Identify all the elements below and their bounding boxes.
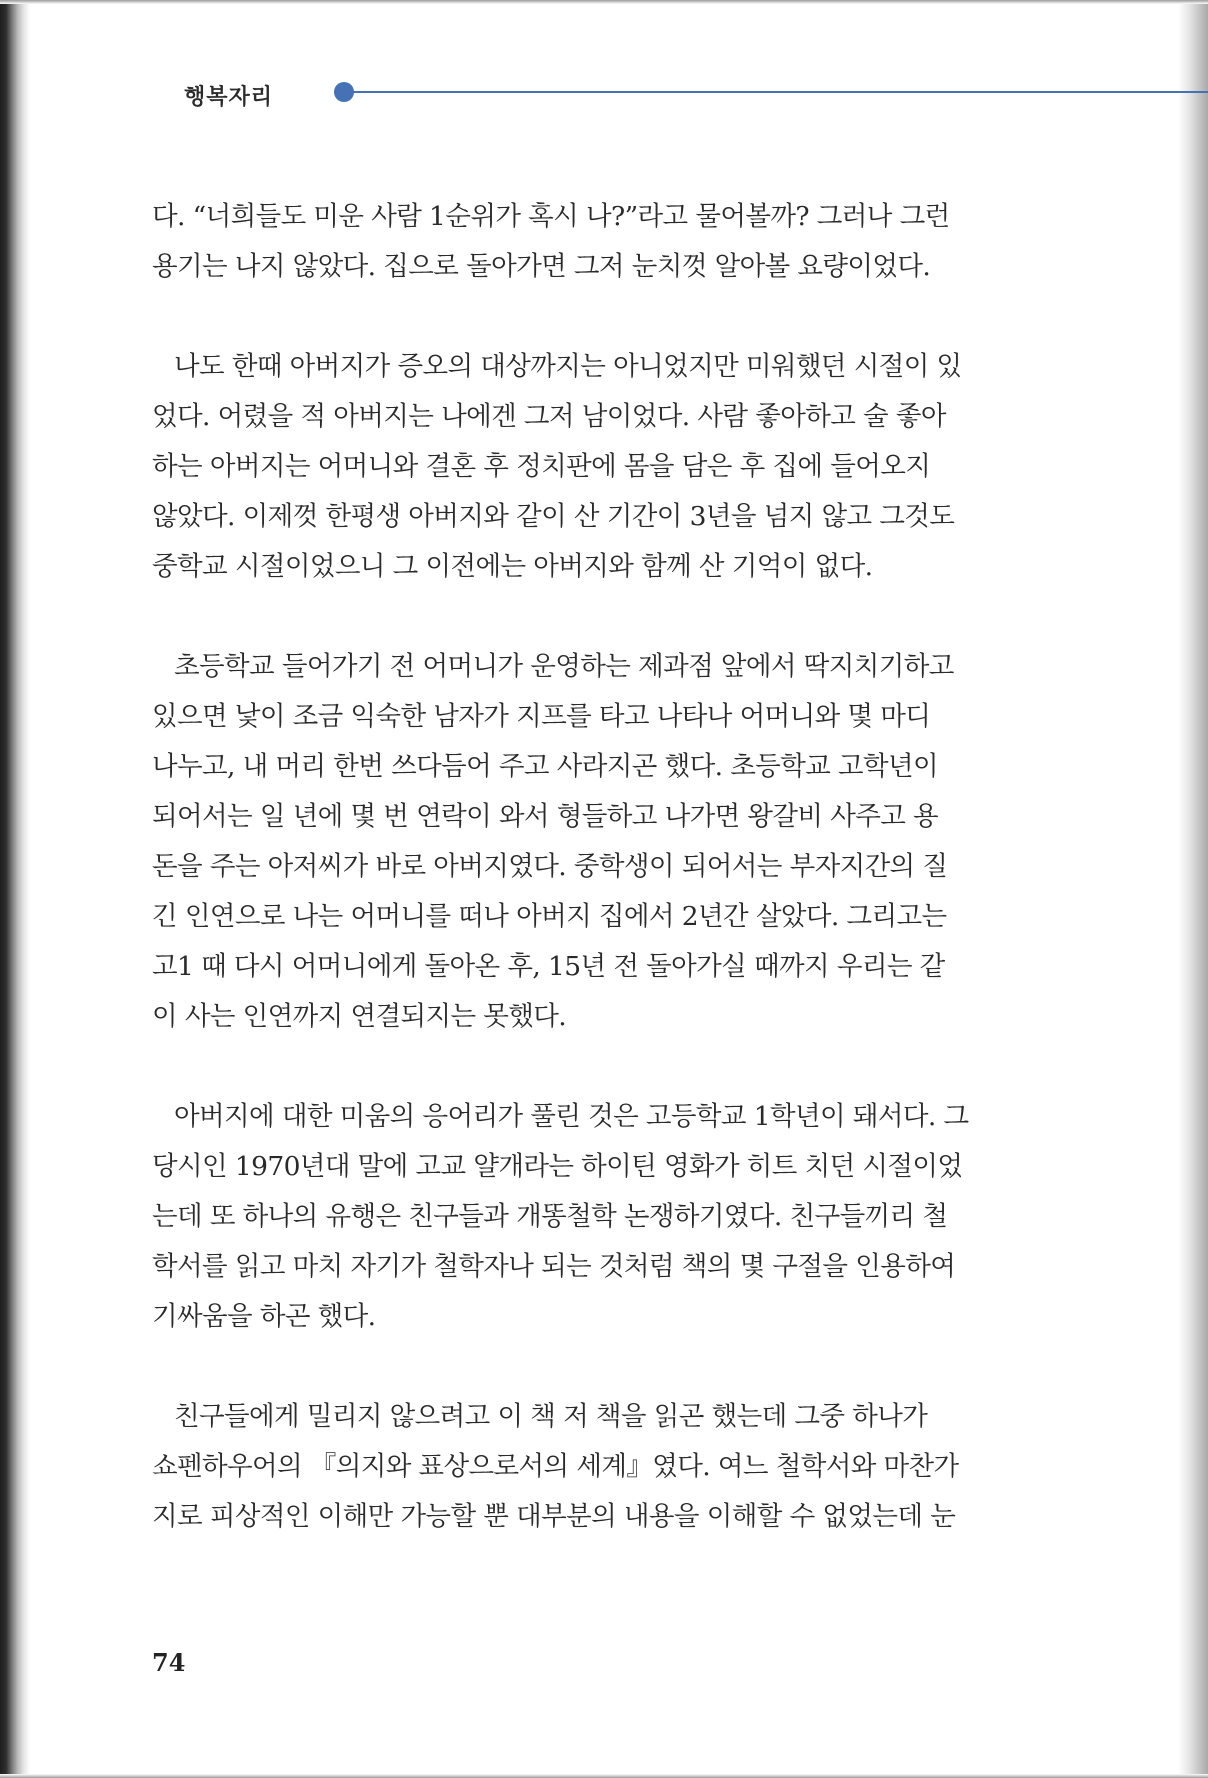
text-line: 않았다. 이제껏 한평생 아버지와 같이 산 기간이 3년을 넘지 않고 그것도 [152, 501, 955, 532]
text-line: 었다. 어렸을 적 아버지는 나에겐 그저 남이었다. 사람 좋아하고 술 좋아 [152, 401, 946, 432]
text-line: 학서를 읽고 마치 자기가 철학자나 되는 것처럼 책의 몇 구절을 인용하여 [152, 1251, 956, 1282]
page-curl-shadow [1178, 0, 1208, 1778]
paragraph-gap [152, 592, 1022, 642]
text-line: 용기는 나지 않았다. 집으로 돌아가면 그저 눈치껏 알아볼 요량이었다. [152, 251, 931, 282]
text-line: 중학교 시절이었으니 그 이전에는 아버지와 함께 산 기억이 없다. [152, 551, 873, 582]
text-line: 하는 아버지는 어머니와 결혼 후 정치판에 몸을 담은 후 집에 들어오지 [152, 451, 931, 482]
text-line: 긴 인연으로 나는 어머니를 떠나 아버지 집에서 2년간 살았다. 그리고는 [152, 901, 947, 932]
text-line: 당시인 1970년대 말에 고교 얄개라는 하이틴 영화가 히트 치던 시절이었 [152, 1151, 963, 1182]
text-line: 있으면 낯이 조금 익숙한 남자가 지프를 타고 나타나 어머니와 몇 마디 [152, 701, 931, 732]
body-text [152, 192, 1022, 1542]
text-line: 되어서는 일 년에 몇 번 연락이 와서 형들하고 나가면 왕갈비 사주고 용 [152, 801, 939, 832]
text-line: 친구들에게 밀리지 않으려고 이 책 저 책을 읽곤 했는데 그중 하나가 [174, 1401, 928, 1432]
paragraph-gap [152, 292, 1022, 342]
paragraph-gap [152, 1042, 1022, 1092]
paragraph-gap [152, 1342, 1022, 1392]
text-line: 나도 한때 아버지가 증오의 대상까지는 아니었지만 미워했던 시절이 있 [174, 351, 962, 382]
text-line: 아버지에 대한 미움의 응어리가 풀린 것은 고등학교 1학년이 돼서다. 그 [174, 1101, 969, 1132]
text-line: 는데 또 하나의 유행은 친구들과 개똥철학 논쟁하기였다. 친구들끼리 철 [152, 1201, 948, 1232]
text-line: 초등학교 들어가기 전 어머니가 운영하는 제과점 앞에서 딱지치기하고 [174, 651, 954, 682]
page-top-edge [0, 0, 1208, 4]
text-line: 고1 때 다시 어머니에게 돌아온 후, 15년 전 돌아가실 때까지 우리는 같 [152, 951, 945, 982]
running-title: 행복자리 [184, 85, 274, 110]
header-dot-icon [334, 82, 354, 102]
text-line: 나누고, 내 머리 한번 쓰다듬어 주고 사라지곤 했다. 초등학교 고학년이 [152, 751, 939, 782]
page-number: 74 [152, 1648, 186, 1677]
text-line: 돈을 주는 아저씨가 바로 아버지였다. 중학생이 되어서는 부자지간의 질 [152, 851, 948, 882]
text-line: 다. “너희들도 미운 사람 1순위가 혹시 나?”라고 물어볼까? 그러나 그런 [152, 201, 950, 232]
header-rule [350, 91, 1208, 93]
text-line: 기싸움을 하곤 했다. [152, 1301, 376, 1332]
text-line: 이 사는 인연까지 연결되지는 못했다. [152, 1001, 567, 1032]
page-bottom-edge [0, 1774, 1208, 1778]
text-line: 지로 피상적인 이해만 가능할 뿐 대부분의 내용을 이해할 수 없었는데 눈 [152, 1501, 956, 1532]
book-spine-edge [0, 0, 30, 1778]
text-line: 쇼펜하우어의 『의지와 표상으로서의 세계』였다. 여느 철학서와 마찬가 [152, 1451, 959, 1482]
running-header [184, 72, 1208, 112]
